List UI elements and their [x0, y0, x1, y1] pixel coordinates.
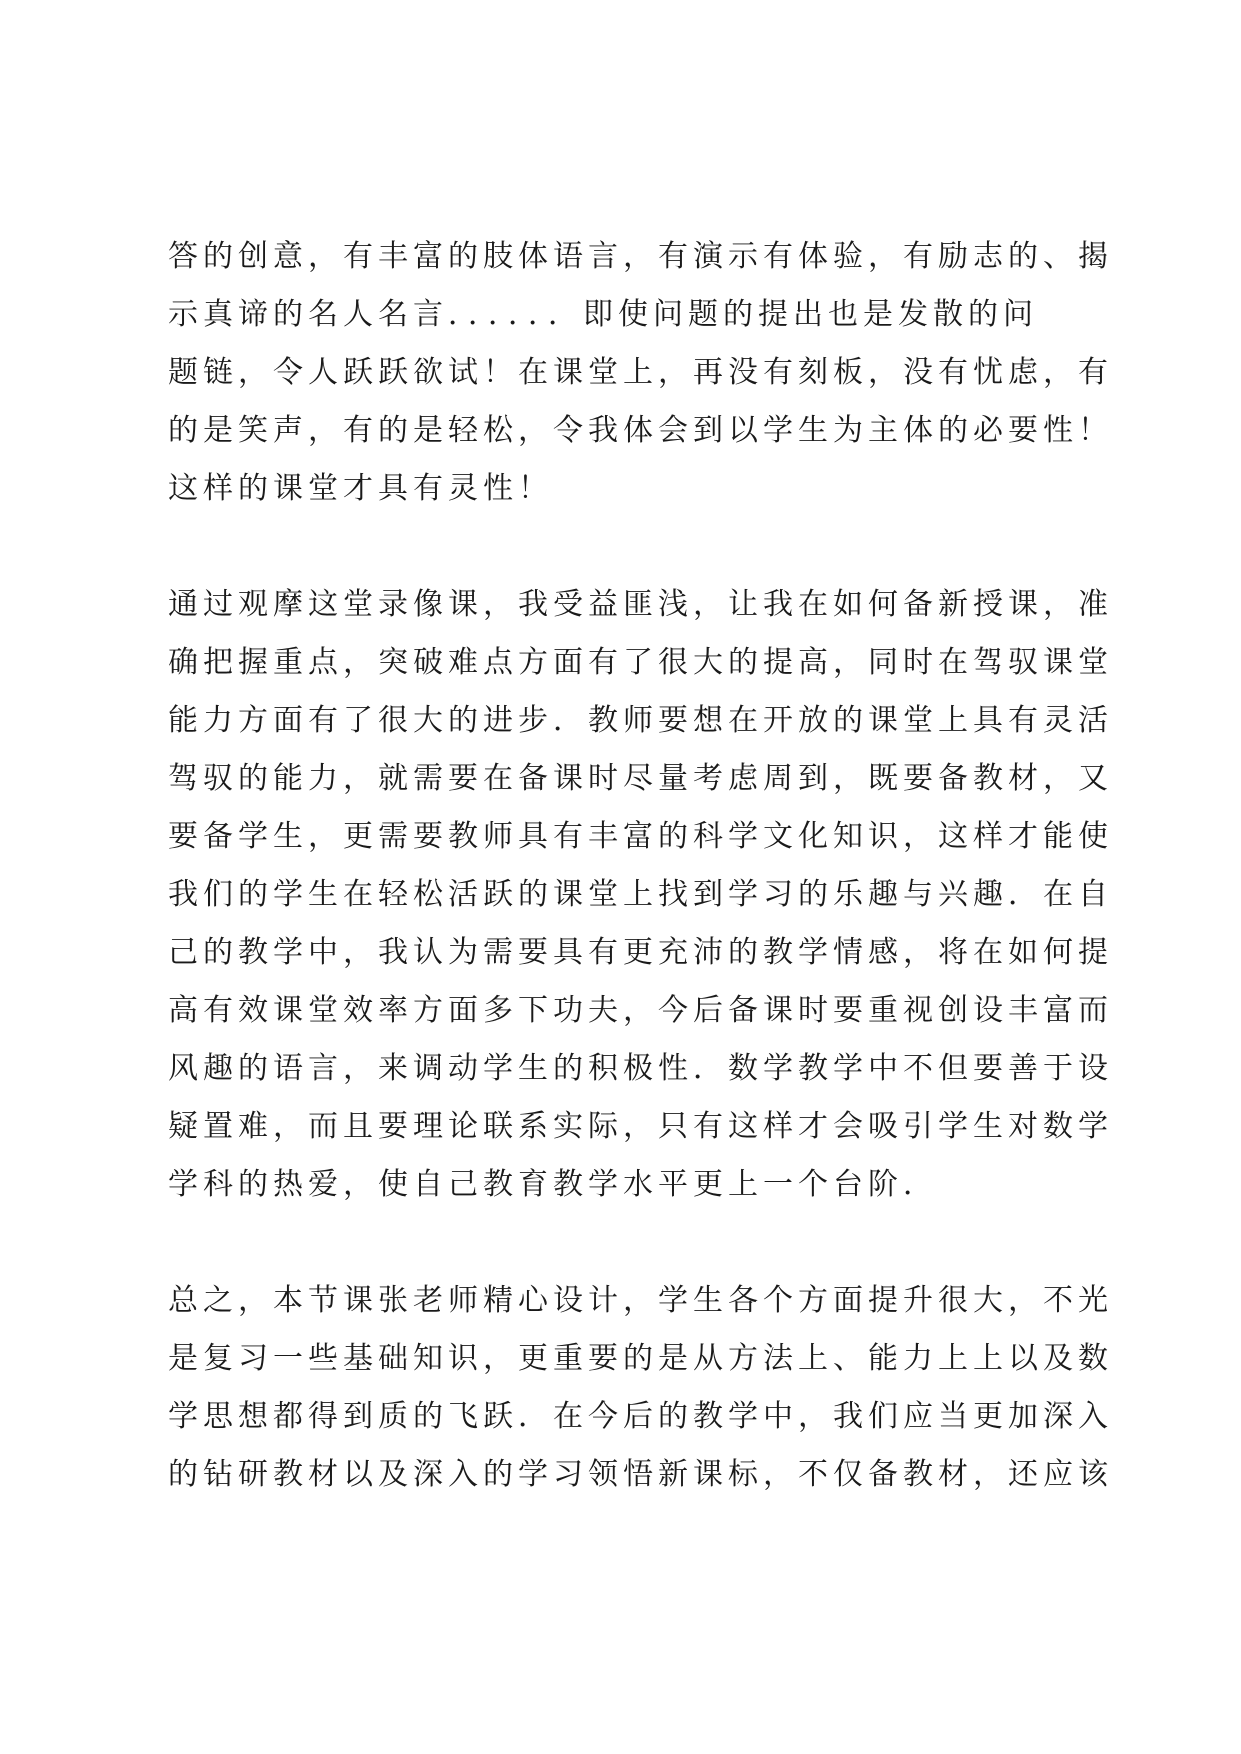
text-line: 总之，本节课张老师精心设计，学生各个方面提升很大，不光 [168, 1283, 1113, 1318]
text-line: 高有效课堂效率方面多下功夫，今后备课时要重视创设丰富而 [168, 993, 1113, 1028]
document-body [168, 228, 1113, 1504]
text-line: 是复习一些基础知识，更重要的是从方法上、能力上上以及数 [168, 1341, 1113, 1376]
text-line: 学思想都得到质的飞跃．在今后的教学中，我们应当更加深入 [168, 1399, 1113, 1434]
text-line: 风趣的语言，来调动学生的积极性．数学教学中不但要善于设 [168, 1051, 1113, 1086]
text-line: 的钻研教材以及深入的学习领悟新课标，不仅备教材，还应该 [168, 1457, 1113, 1492]
text-line: 题链，令人跃跃欲试！在课堂上，再没有刻板，没有忧虑，有 [168, 355, 1113, 390]
text-line: 疑置难，而且要理论联系实际，只有这样才会吸引学生对数学 [168, 1109, 1113, 1144]
text-line: 确把握重点，突破难点方面有了很大的提高，同时在驾驭课堂 [168, 645, 1113, 680]
paragraph [168, 1272, 1113, 1504]
text-line: 己的教学中，我认为需要具有更充沛的教学情感，将在如何提 [168, 935, 1113, 970]
text-line: 能力方面有了很大的进步．教师要想在开放的课堂上具有灵活 [168, 703, 1113, 738]
text-line: 的是笑声，有的是轻松，令我体会到以学生为主体的必要性！ [168, 413, 1113, 448]
text-line: 驾驭的能力，就需要在备课时尽量考虑周到，既要备教材，又 [168, 761, 1113, 796]
text-line: 示真谛的名人名言．．．．．．即使问题的提出也是发散的问 [168, 297, 1038, 332]
text-line: 通过观摩这堂录像课，我受益匪浅，让我在如何备新授课，准 [168, 587, 1113, 622]
text-line: 我们的学生在轻松活跃的课堂上找到学习的乐趣与兴趣．在自 [168, 877, 1113, 912]
paragraph [168, 228, 1113, 518]
text-line: 学科的热爱，使自己教育教学水平更上一个台阶． [168, 1167, 938, 1202]
paragraph [168, 576, 1113, 1214]
text-line: 要备学生，更需要教师具有丰富的科学文化知识，这样才能使 [168, 819, 1113, 854]
text-line: 这样的课堂才具有灵性！ [168, 471, 553, 506]
text-line: 答的创意，有丰富的肢体语言，有演示有体验，有励志的、揭 [168, 239, 1113, 274]
